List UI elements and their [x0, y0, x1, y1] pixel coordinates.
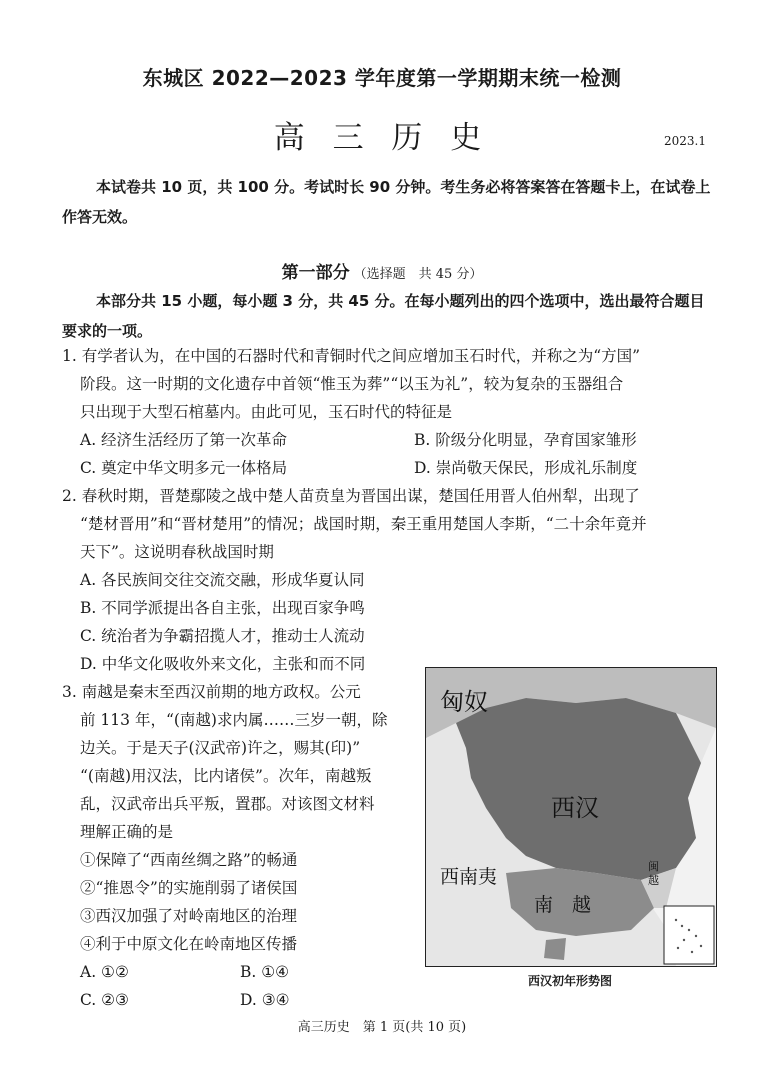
q1-option-row — [62, 426, 722, 454]
q2-option-d[interactable]: D. 中华文化吸收外来文化，主张和而不同 — [80, 655, 366, 673]
q3-statement: ②“推恩令”的实施削弱了诸侯国 — [80, 879, 298, 897]
part1-heading — [0, 258, 764, 283]
q3-stem-line: 3. 南越是秦末至西汉前期的地方政权。公元 — [62, 683, 361, 701]
q2-stem-line: “楚材晋用”和“晋材楚用”的情况；战国时期，秦王重用楚国人李斯，“二十余年竟并 — [80, 515, 647, 533]
hainan-island — [544, 938, 566, 960]
q1-option-a[interactable]: A. 经济生活经历了第一次革命 — [80, 431, 288, 449]
map-label-nanyue: 南 越 — [534, 894, 592, 916]
south-sea-inset — [664, 906, 714, 964]
q1-option-b[interactable]: B. 阶级分化明显，孕育国家雏形 — [414, 431, 637, 449]
q1-stem-line: 1. 有学者认为，在中国的石器时代和青铜时代之间应增加玉石时代，并称之为“方国” — [62, 347, 641, 365]
q2-stem-line: 天下”。这说明春秋战国时期 — [80, 543, 274, 561]
q2-option-b[interactable]: B. 不同学派提出各自主张，出现百家争鸣 — [80, 599, 365, 617]
q3-statement: ①保障了“西南丝绸之路”的畅通 — [80, 851, 298, 869]
q3-option-row — [62, 986, 412, 1014]
q2-option-c[interactable]: C. 统治者为争霸招揽人才，推动士人流动 — [80, 627, 365, 645]
q3-stem-line: 理解正确的是 — [80, 823, 174, 841]
exam-title: 东城区 2022—2023 学年度第一学期期末统一检测 — [142, 66, 622, 90]
q3-option-c[interactable]: C. ②③ — [80, 991, 129, 1009]
map-label-xinanyi: 西南夷 — [440, 866, 498, 888]
map-caption: 西汉初年形势图 — [527, 974, 612, 988]
q1-stem-line: 阶段。这一时期的文化遗存中首领“惟玉为葬”“以玉为礼”，较为复杂的玉器组合 — [80, 375, 624, 393]
q2-stem-line: 2. 春秋时期，晋楚鄢陵之战中楚人苗贲皇为晋国出谋，楚国任用晋人伯州犁，出现了 — [62, 487, 640, 505]
q3-option-b[interactable]: B. ①④ — [240, 963, 290, 981]
part1-title: 第一部分 — [281, 263, 350, 283]
part1-intro: 本部分共 15 小题，每小题 3 分，共 45 分。在每小题列出的四个选项中，选出最符合题目要求的一项。 — [62, 292, 705, 340]
part1-note: （选择题 共 45 分） — [353, 267, 483, 282]
page-footer: 高三历史 第 1 页(共 10 页) — [297, 1020, 467, 1035]
map-label-xiongnu: 匈奴 — [440, 688, 488, 716]
exam-notice: 本试卷共 10 页，共 100 分。考试时长 90 分钟。考生务必将答案答在答题卡上，在试卷上作答无效。 — [62, 178, 711, 226]
q2-option-a[interactable]: A. 各民族间交往交流交融，形成华夏认同 — [80, 571, 365, 589]
q1-option-row — [62, 454, 722, 482]
map-label-xihan: 西汉 — [551, 794, 599, 822]
western-han-map — [425, 667, 717, 967]
question-3 — [62, 678, 412, 1014]
question-1 — [62, 342, 722, 482]
map-label-minyue: 闽越 — [648, 860, 659, 887]
subject-title: 高 三 历 史 — [273, 120, 491, 156]
q3-statement: ③西汉加强了对岭南地区的治理 — [80, 907, 298, 925]
q3-stem-line: 边关。于是天子(汉武帝)许之，赐其(印)” — [80, 739, 361, 757]
q3-option-d[interactable]: D. ③④ — [240, 991, 290, 1009]
q3-option-a[interactable]: A. ①② — [80, 963, 129, 981]
q3-option-row — [62, 958, 412, 986]
q3-stem-line: 乱，汉武帝出兵平叛，置郡。对该图文材料 — [80, 795, 375, 813]
q3-statement: ④利于中原文化在岭南地区传播 — [80, 935, 298, 953]
exam-date: 2023.1 — [664, 134, 706, 148]
q1-option-c[interactable]: C. 奠定中华文明多元一体格局 — [80, 459, 288, 477]
q3-stem-line: 前 113 年，“(南越)求内属……三岁一朝，除 — [80, 711, 388, 729]
q3-stem-line: “(南越)用汉法，比内诸侯”。次年，南越叛 — [80, 767, 372, 785]
q1-stem-line: 只出现于大型石棺墓内。由此可见，玉石时代的特征是 — [80, 403, 453, 421]
question-2 — [62, 482, 722, 678]
q1-option-d[interactable]: D. 崇尚敬天保民，形成礼乐制度 — [414, 459, 638, 477]
